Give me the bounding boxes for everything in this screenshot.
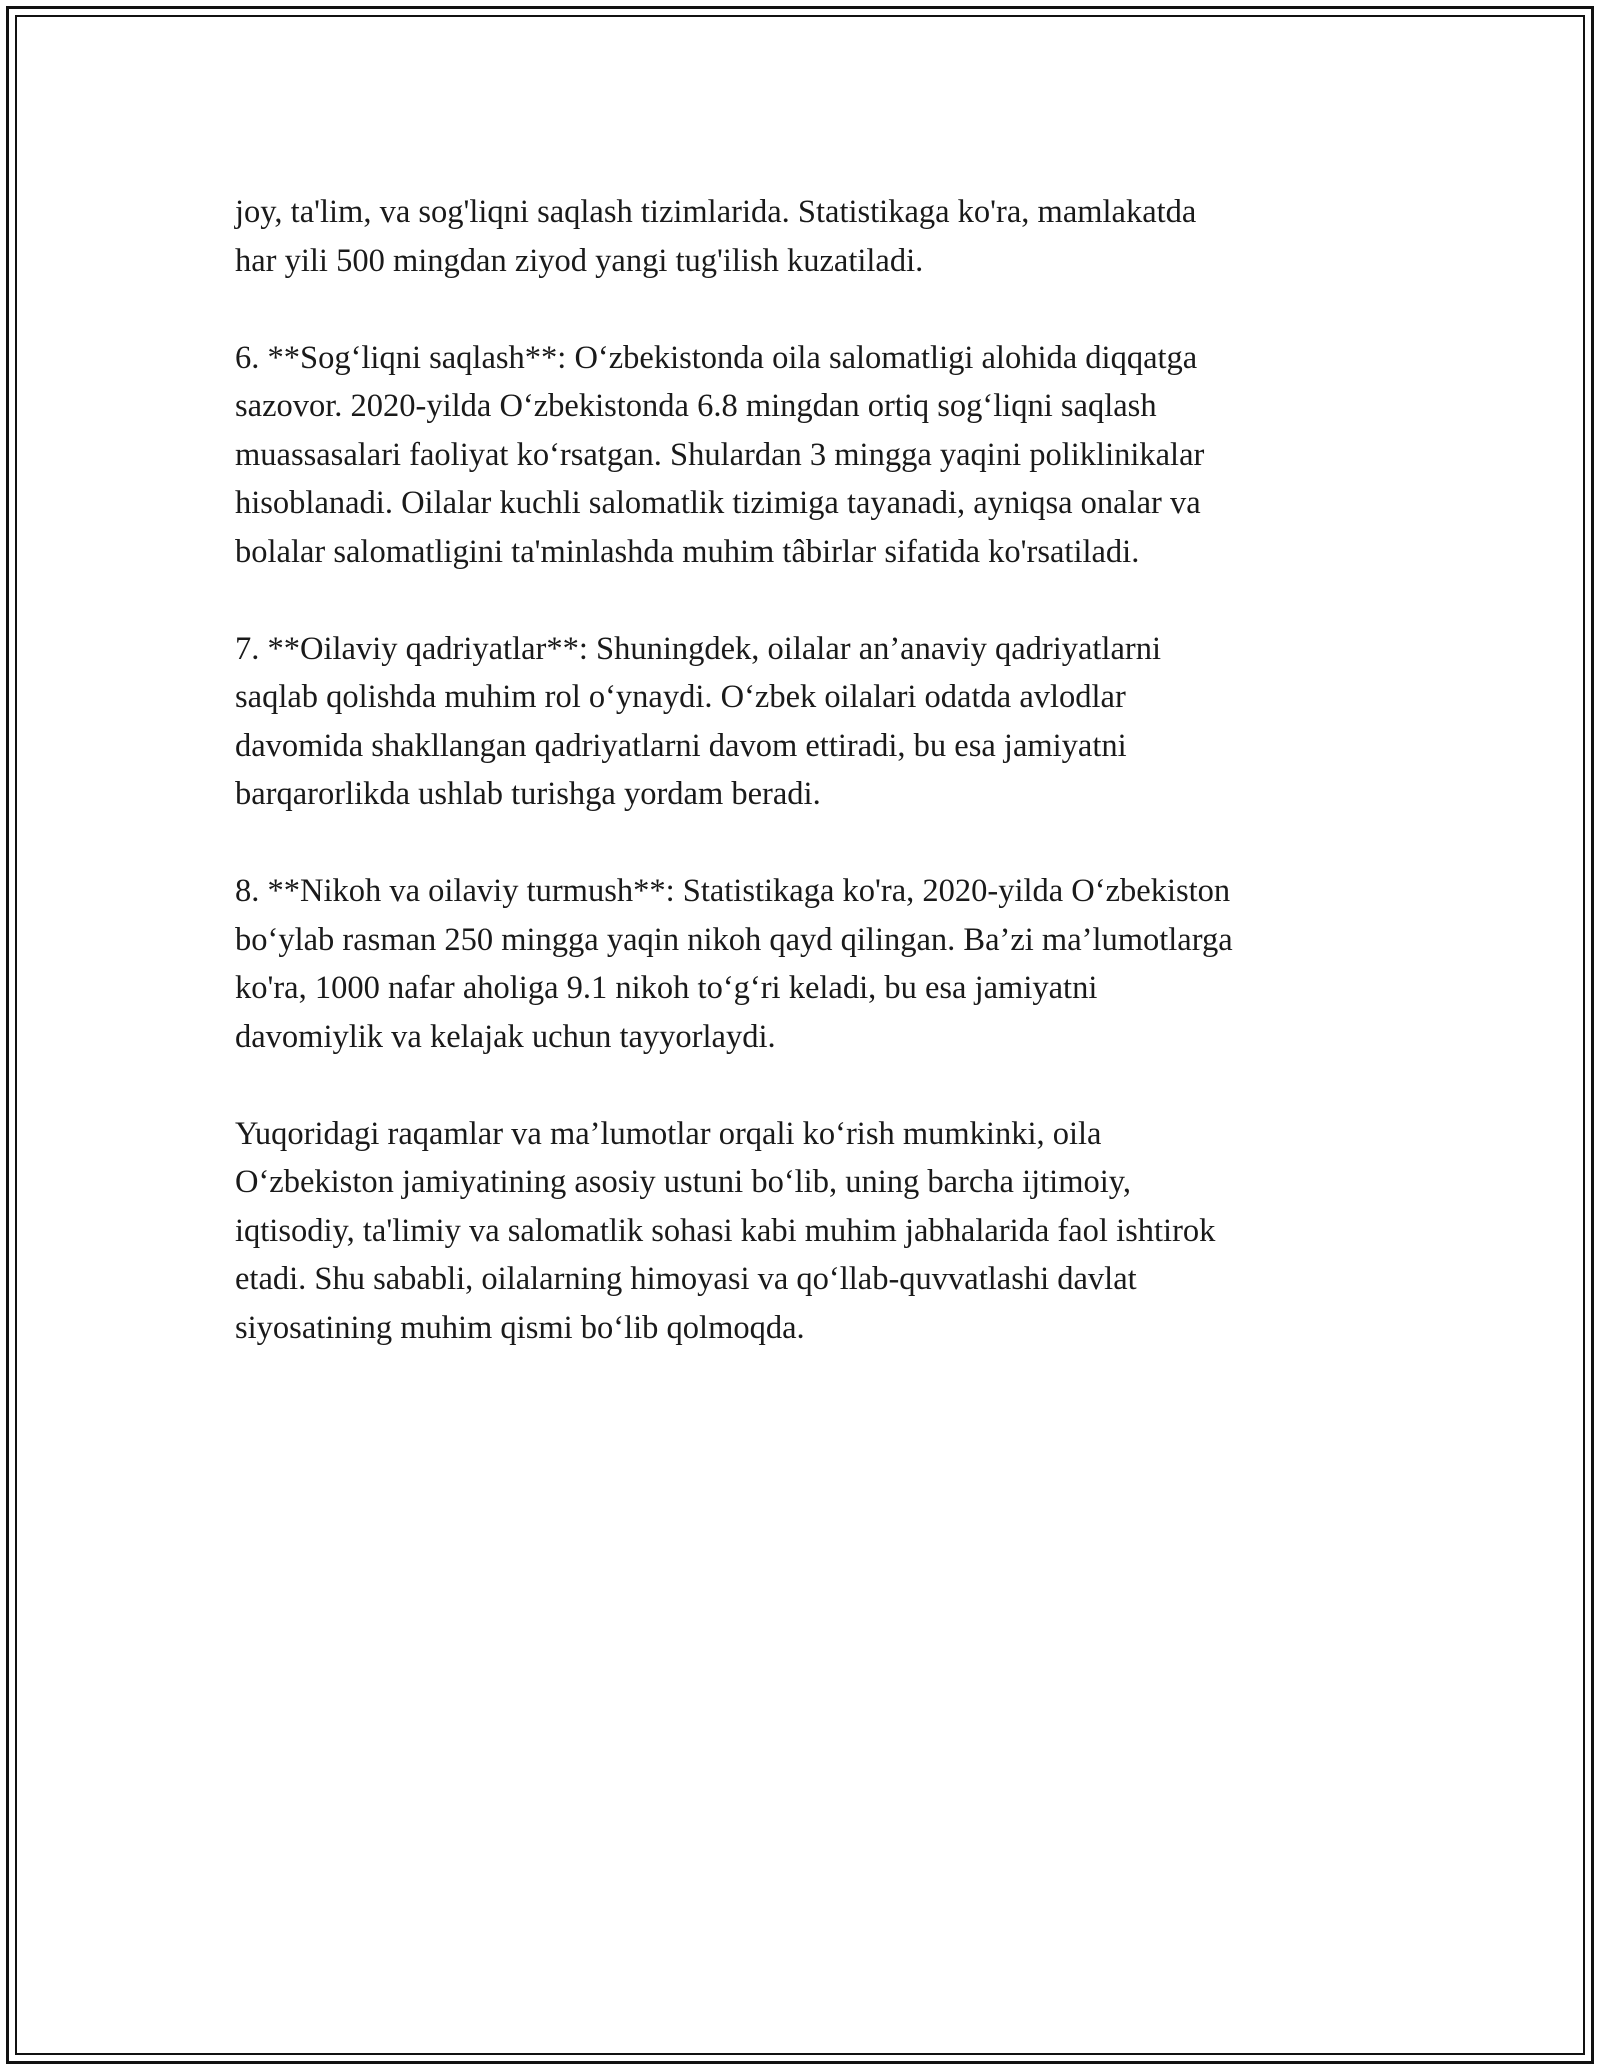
text-line: sazovor. 2020-yilda O‘zbekistonda 6.8 mingdan ortiq sog‘liqni saqlash (235, 388, 1157, 424)
text-line: O‘zbekiston jamiyatining asosiy ustuni bo‘lib, uning barcha ijtimoiy, (235, 1164, 1132, 1200)
paragraph-continuation (235, 188, 1385, 285)
text-line: joy, ta'lim, va sog'liqni saqlash tizimlarida. Statistikaga ko'ra, mamlakatda (235, 194, 1197, 230)
text-line: 6. **Sog‘liqni saqlash**: O‘zbekistonda oila salomatligi alohida diqqatga (235, 339, 1198, 376)
text-line: hisoblanadi. Oilalar kuchli salomatlik tizimiga tayanadi, ayniqsa onalar va (235, 485, 1201, 521)
text-line: 7. **Oilaviy qadriyatlar**: Shuningdek, oilalar an’anaviy qadriyatlarni (235, 630, 1161, 667)
text-line: barqarorlikda ushlab turishga yordam beradi. (235, 776, 821, 812)
paragraph-conclusion (235, 1110, 1385, 1353)
text-line: iqtisodiy, ta'limiy va salomatlik sohasi kabi muhim jabhalarida faol ishtirok (235, 1212, 1216, 1249)
text-line: davomida shakllangan qadriyatlarni davom ettiradi, bu esa jamiyatni (235, 727, 1127, 764)
text-line: muassasalari faoliyat ko‘rsatgan. Shulardan 3 mingga yaqini poliklinikalar (235, 436, 1205, 473)
text-line: har yili 500 mingdan ziyod yangi tug'ilish kuzatiladi. (235, 242, 924, 279)
text-line: ko'ra, 1000 nafar aholiga 9.1 nikoh to‘g‘ri keladi, bu esa jamiyatni (235, 970, 1098, 1006)
text-line: saqlab qolishda muhim rol o‘ynaydi. O‘zbek oilalari odatda avlodlar (235, 679, 1126, 715)
paragraph-item-8 (235, 867, 1385, 1061)
text-line: Yuqoridagi raqamlar va ma’lumotlar orqali ko‘rish mumkinki, oila (235, 1115, 1102, 1152)
paragraph-item-6 (235, 334, 1385, 577)
text-line: etadi. Shu sababli, oilalarning himoyasi va qo‘llab-quvvatlashi davlat (235, 1261, 1137, 1297)
text-line: bo‘ylab rasman 250 mingga yaqin nikoh qayd qilingan. Ba’zi ma’lumotlarga (235, 921, 1233, 958)
text-line: 8. **Nikoh va oilaviy turmush**: Statistikaga ko'ra, 2020-yilda O‘zbekiston (235, 873, 1231, 909)
text-line: bolalar salomatligini ta'minlashda muhim tâbirlar sifatida ko'rsatiladi. (235, 533, 1140, 570)
paragraph-item-7 (235, 625, 1385, 819)
text-line: siyosatining muhim qismi bo‘lib qolmoqda. (235, 1309, 805, 1346)
document-body (235, 188, 1385, 1401)
text-line: davomiylik va kelajak uchun tayyorlaydi. (235, 1018, 776, 1055)
